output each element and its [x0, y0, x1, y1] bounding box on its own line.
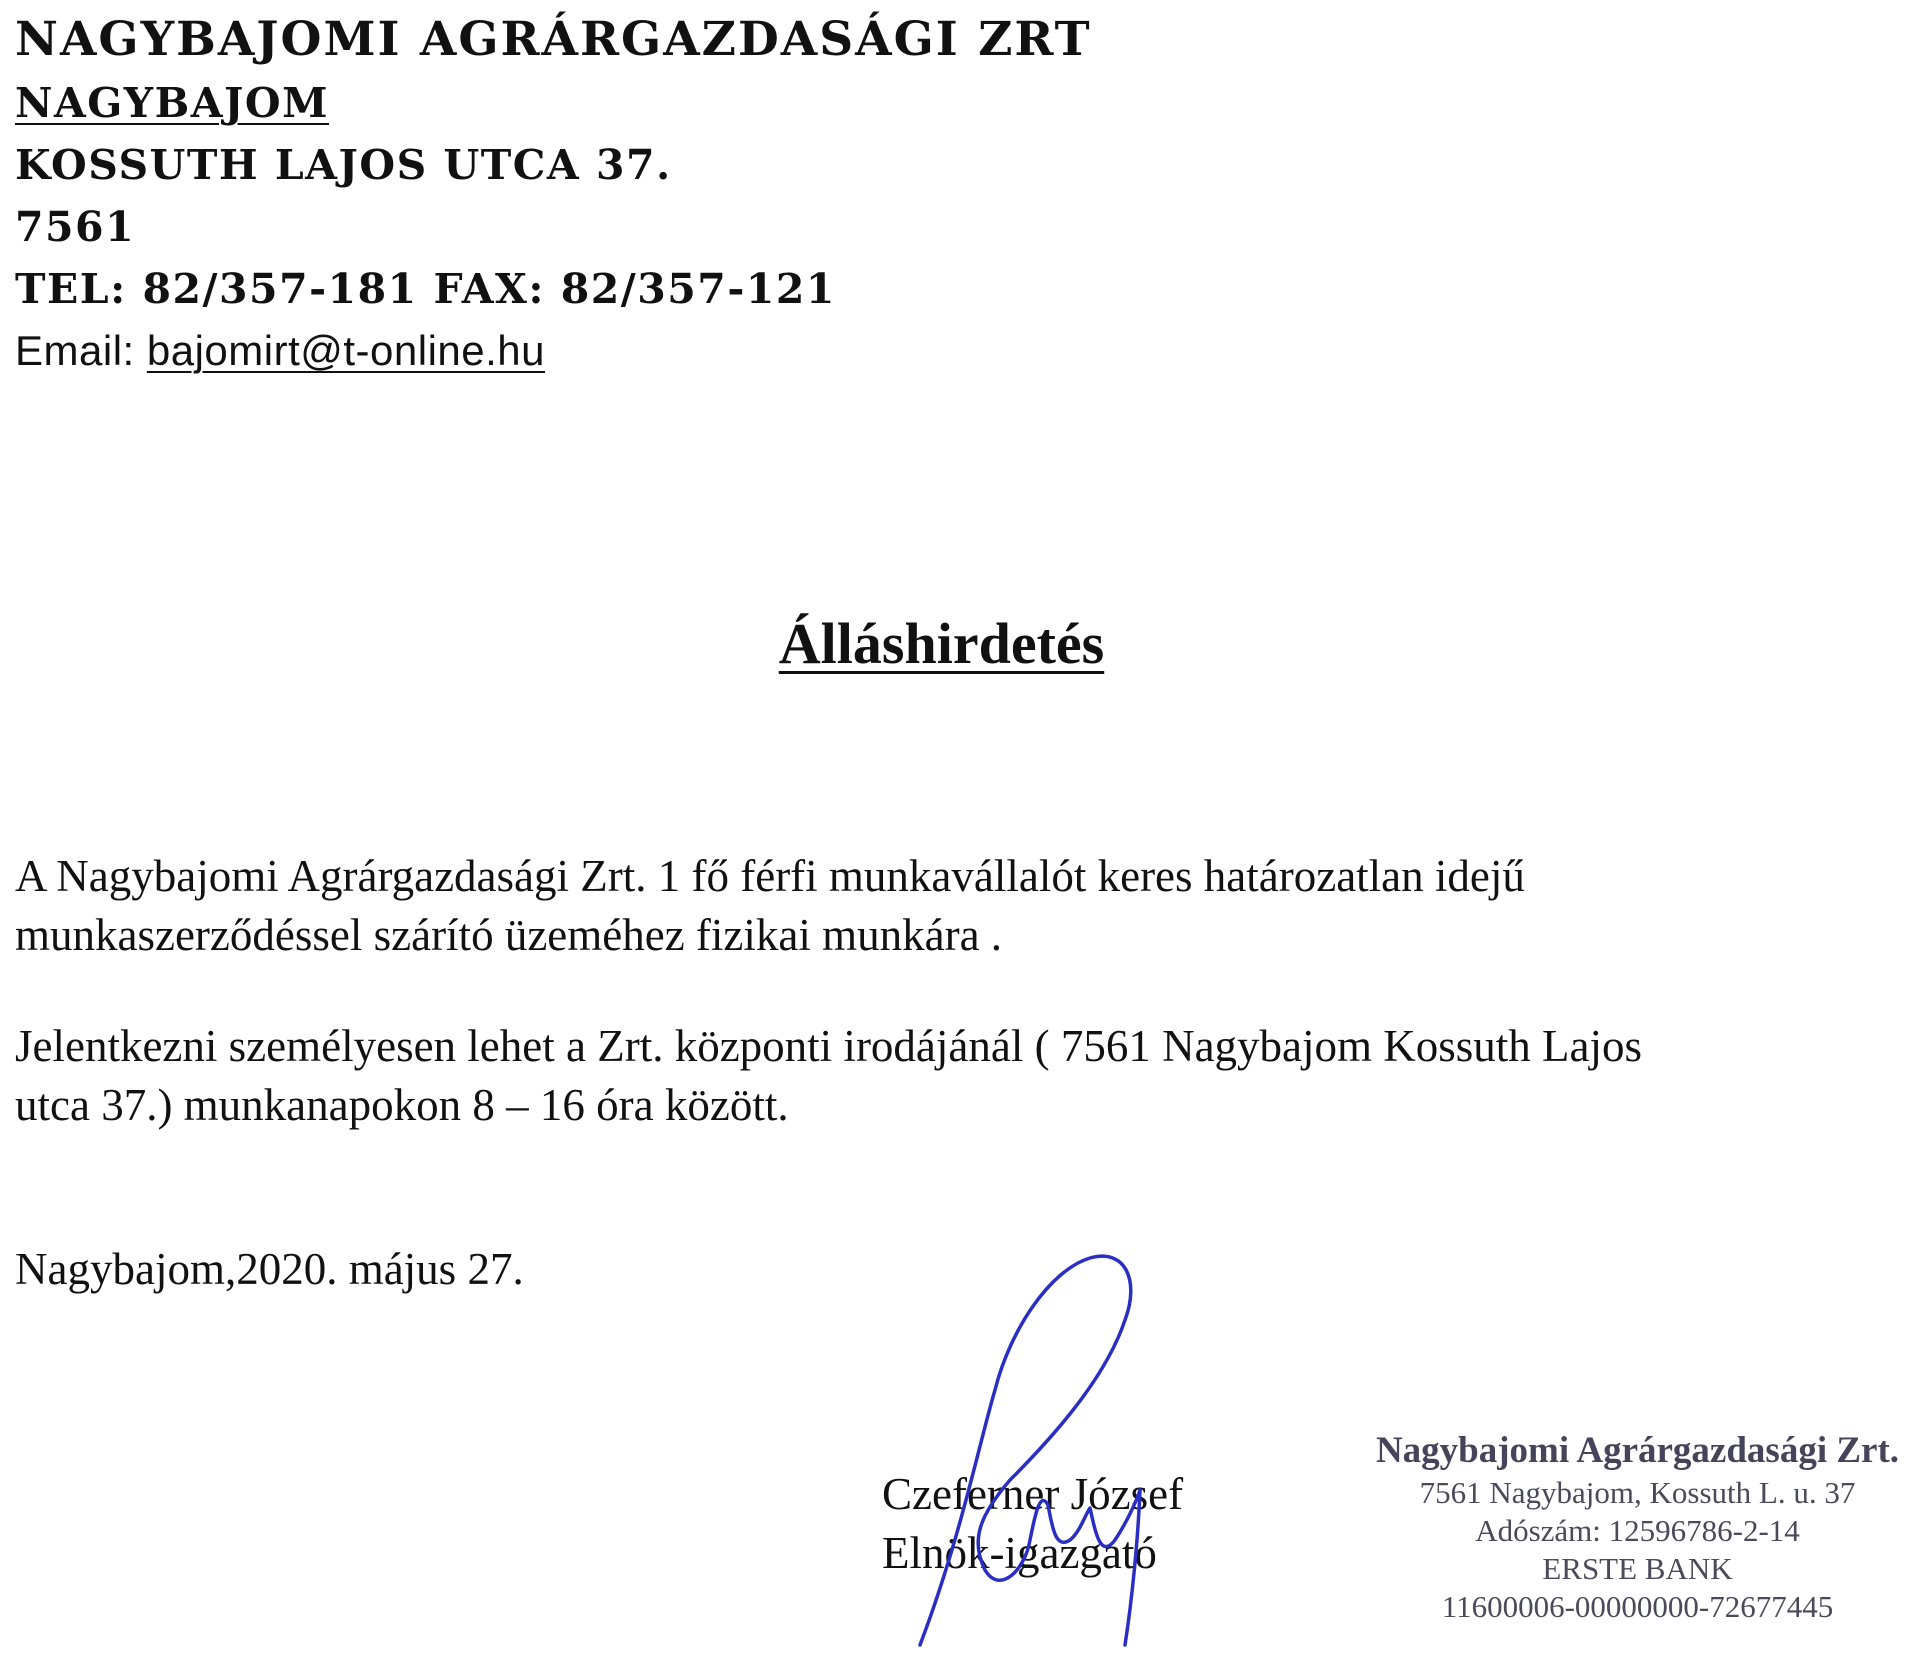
stamp-address: 7561 Nagybajom, Kossuth L. u. 37: [1419, 1475, 1856, 1510]
handwritten-signature: [900, 1240, 1190, 1653]
document-title: Álláshirdetés: [778, 611, 1105, 676]
paragraph-job-offer: [15, 847, 1895, 965]
paragraph-line: Jelentkezni személyesen lehet a Zrt. központi irodájánál ( 7561 Nagybajom Kossuth Lajos: [15, 1021, 1643, 1071]
company-name: NAGYBAJOMI AGRÁRGAZDASÁGI ZRT: [15, 12, 1092, 67]
company-street: KOSSUTH LAJOS UTCA 37.: [15, 141, 672, 189]
stamp-tax-id: Adószám: 12596786-2-14: [1475, 1513, 1800, 1548]
company-phone-fax: TEL: 82/357-181 FAX: 82/357-121: [15, 265, 836, 313]
document-date: Nagybajom,2020. május 27.: [15, 1244, 524, 1294]
stamp-account: 11600006-00000000-72677445: [1441, 1589, 1834, 1624]
stamp-bank: ERSTE BANK: [1542, 1551, 1733, 1586]
company-town: NAGYBAJOM: [15, 79, 330, 127]
company-email-line: [15, 320, 1092, 382]
paragraph-application: [15, 1017, 1895, 1135]
paragraph-line: A Nagybajomi Agrárgazdasági Zrt. 1 fő férfi munkavállalót keres határozatlan idejű: [15, 851, 1525, 901]
stamp-company-name: Nagybajomi Agrárgazdasági Zrt.: [1375, 1430, 1900, 1471]
paragraph-line: utca 37.) munkanapokon 8 – 16 óra között.: [15, 1080, 789, 1130]
letterhead: [15, 8, 1092, 382]
paragraph-line: munkaszerződéssel szárító üzeméhez fizikai munkára .: [15, 910, 1003, 960]
signer-name: Czeferner József: [882, 1469, 1184, 1519]
company-postcode: 7561: [15, 203, 136, 251]
company-stamp: [1360, 1428, 1915, 1626]
email-label: Email:: [15, 327, 135, 374]
email-link[interactable]: bajomirt@t-online.hu: [146, 327, 546, 374]
signer-role: Elnök-igazgató: [882, 1528, 1157, 1578]
